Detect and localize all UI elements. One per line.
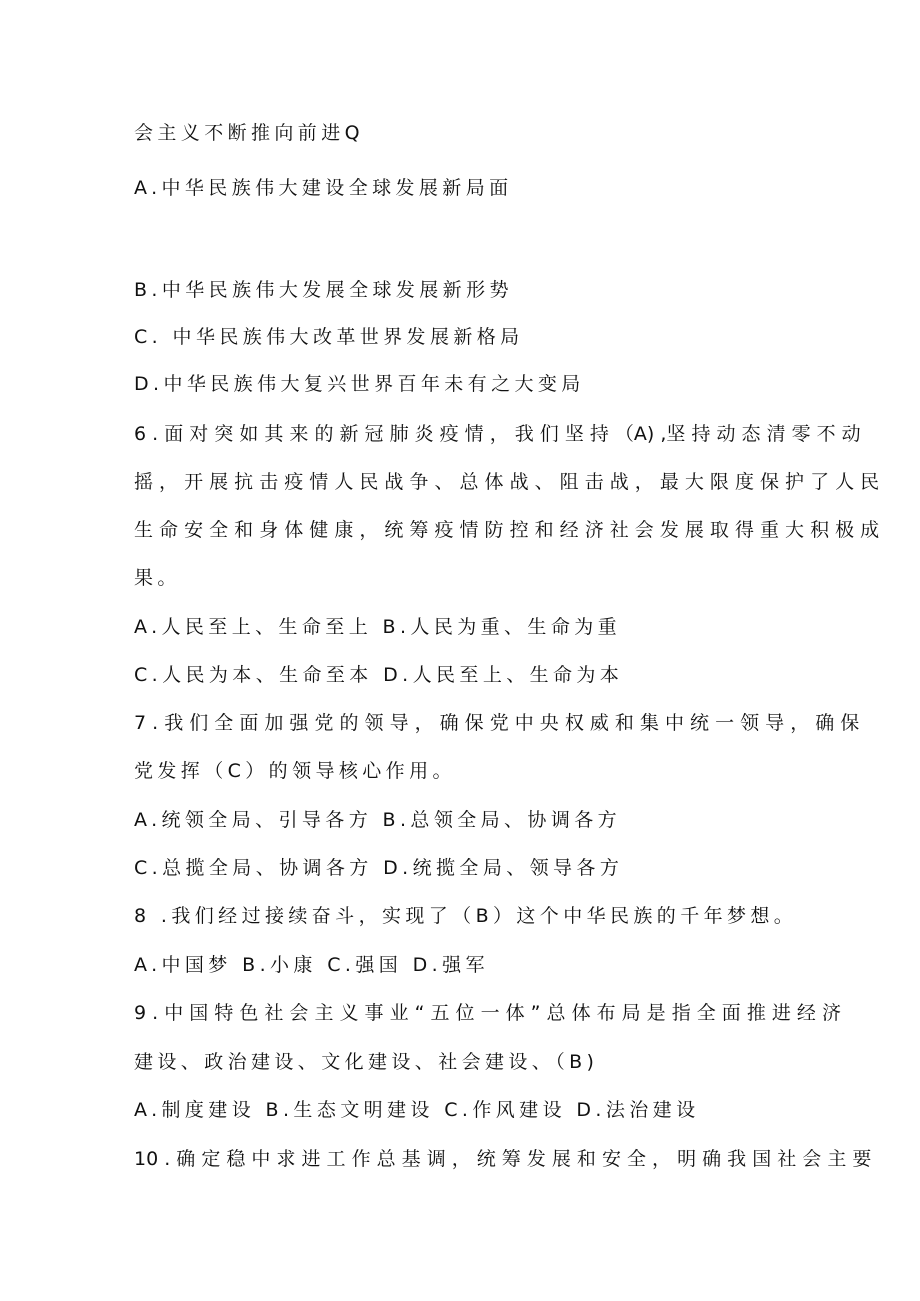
text-line: 建设、政治建设、文化建设、社会建设、（B): [134, 1051, 599, 1073]
option-line: D.中华民族伟大复兴世界百年未有之大变局: [134, 373, 585, 395]
option-line: A.中华民族伟大建设全球发展新局面: [134, 177, 513, 199]
question-8: 8 .我们经过接续奋斗，实现了（B）这个中华民族的千年梦想。: [134, 905, 798, 927]
text-line: 会主义不断推向前进Q: [134, 122, 364, 144]
option-line: A.中国梦 B.小康 C.强国 D.强军: [134, 954, 489, 976]
option-line: C.人民为本、生命至本 D.人民至上、生命为本: [134, 664, 624, 686]
option-line: B.中华民族伟大发展全球发展新形势: [134, 279, 513, 301]
question-9: 9 . 中 国 特 色 社 会 主 义 事 业 “ 五 位 一 体 ” 总 体 布 局 是 指 全 面 推 进 经 济: [134, 1002, 841, 1024]
option-line: C.总揽全局、协调各方 D.统揽全局、领导各方: [134, 857, 624, 879]
option-line: A.制度建设 B.生态文明建设 C.作风建设 D.法治建设: [134, 1099, 700, 1121]
text-line: 果。: [134, 567, 181, 589]
question-6: 6 . 面 对 突 如 其 来 的 新 冠 肺 炎 疫 情 ， 我 们 坚 持 （A) ,坚 持 动 态 清 零 不 动: [134, 423, 861, 445]
option-line: A.统领全局、引导各方 B.总领全局、协调各方: [134, 809, 622, 831]
option-line: C. 中华民族伟大改革世界发展新格局: [134, 326, 524, 348]
option-line: A.人民至上、生命至上 B.人民为重、生命为重: [134, 616, 622, 638]
text-line: 生 命 安 全 和 身 体 健 康 ， 统 筹 疫 情 防 控 和 经 济 社 会 发 展 取 得 重 大 积 极 成: [134, 519, 880, 541]
question-7: 7 . 我 们 全 面 加 强 党 的 领 导 ， 确 保 党 中 央 权 威 和 集 中 统 一 领 导 ， 确 保: [134, 712, 860, 734]
question-10: 10 . 确 定 稳 中 求 进 工 作 总 基 调 ， 统 筹 发 展 和 安 全 ， 明 确 我 国 社 会 主 要: [134, 1148, 872, 1170]
text-line: 摇 ， 开 展 抗 击 疫 情 人 民 战 争 、 总 体 战 、 阻 击 战 ， 最 大 限 度 保 护 了 人 民: [134, 471, 880, 493]
text-line: 党发挥（C）的领导核心作用。: [134, 760, 456, 782]
